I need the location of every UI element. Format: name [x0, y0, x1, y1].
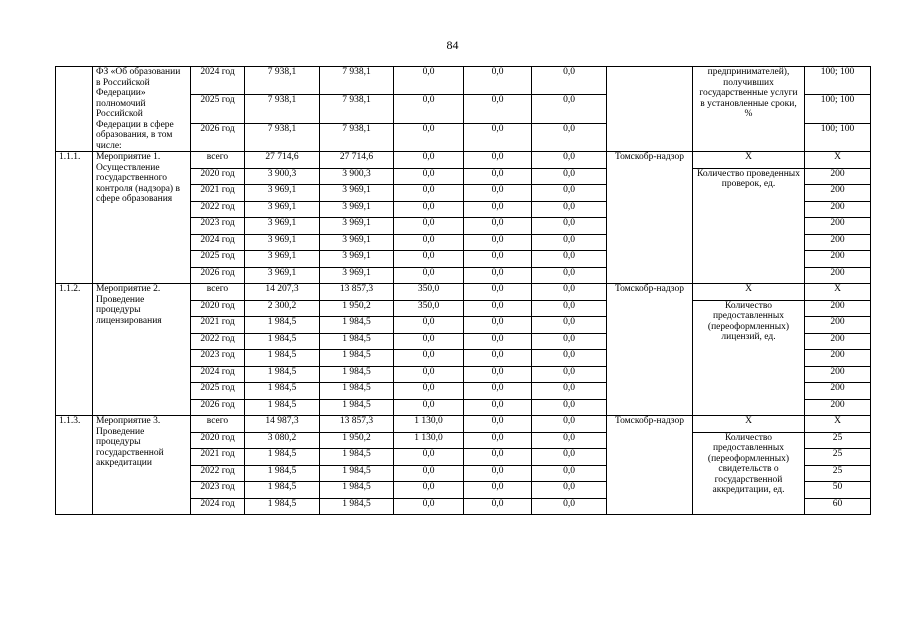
target-value-cell: X	[805, 152, 871, 169]
local-budget-cell: 0,0	[464, 95, 532, 123]
measure-code-cell: 1.1.2.	[56, 284, 93, 416]
measure-code-cell: 1.1.1.	[56, 152, 93, 284]
target-value-cell: X	[805, 284, 871, 301]
regional-budget-cell: 0,0	[394, 267, 464, 284]
total-cell: 2 300,2	[245, 300, 320, 317]
year-cell: 2024 год	[191, 498, 245, 515]
year-cell: 2023 год	[191, 350, 245, 367]
year-cell: 2023 год	[191, 482, 245, 499]
regional-budget-cell: 1 130,0	[394, 416, 464, 433]
extrabudget-cell: 0,0	[532, 399, 607, 416]
target-value-cell: 200	[805, 234, 871, 251]
federal-budget-cell: 3 969,1	[320, 267, 394, 284]
federal-budget-cell: 7 938,1	[320, 123, 394, 151]
local-budget-cell: 0,0	[464, 465, 532, 482]
year-cell: 2026 год	[191, 123, 245, 151]
target-value-cell: 200	[805, 168, 871, 185]
regional-budget-cell: 0,0	[394, 498, 464, 515]
year-cell: всего	[191, 284, 245, 301]
regional-budget-cell: 350,0	[394, 284, 464, 301]
year-cell: 2022 год	[191, 465, 245, 482]
table-row	[56, 67, 871, 95]
target-value-cell: 60	[805, 498, 871, 515]
extrabudget-cell: 0,0	[532, 251, 607, 268]
year-cell: 2020 год	[191, 432, 245, 449]
extrabudget-cell: 0,0	[532, 168, 607, 185]
extrabudget-cell: 0,0	[532, 333, 607, 350]
federal-budget-cell: 7 938,1	[320, 95, 394, 123]
extrabudget-cell: 0,0	[532, 123, 607, 151]
extrabudget-cell: 0,0	[532, 201, 607, 218]
local-budget-cell: 0,0	[464, 218, 532, 235]
federal-budget-cell: 1 950,2	[320, 432, 394, 449]
indicator-name-cell: Количество предоставленных (переоформленных) свидетельств о государственной аккредитации, ед.	[693, 432, 805, 515]
federal-budget-cell: 27 714,6	[320, 152, 394, 169]
indicator-x-cell: X	[693, 152, 805, 169]
extrabudget-cell: 0,0	[532, 449, 607, 466]
federal-budget-cell: 3 900,3	[320, 168, 394, 185]
local-budget-cell: 0,0	[464, 416, 532, 433]
program-measures-table	[55, 66, 871, 515]
executor-cell	[607, 67, 693, 152]
local-budget-cell: 0,0	[464, 449, 532, 466]
extrabudget-cell: 0,0	[532, 300, 607, 317]
extrabudget-cell: 0,0	[532, 366, 607, 383]
local-budget-cell: 0,0	[464, 399, 532, 416]
extrabudget-cell: 0,0	[532, 350, 607, 367]
extrabudget-cell: 0,0	[532, 317, 607, 334]
target-value-cell: 25	[805, 465, 871, 482]
target-value-cell: 25	[805, 449, 871, 466]
federal-budget-cell: 1 984,5	[320, 482, 394, 499]
regional-budget-cell: 0,0	[394, 218, 464, 235]
total-cell: 1 984,5	[245, 383, 320, 400]
total-cell: 3 080,2	[245, 432, 320, 449]
target-value-cell: 50	[805, 482, 871, 499]
total-cell: 14 207,3	[245, 284, 320, 301]
total-cell: 3 969,1	[245, 267, 320, 284]
total-cell: 7 938,1	[245, 95, 320, 123]
regional-budget-cell: 0,0	[394, 152, 464, 169]
total-cell: 27 714,6	[245, 152, 320, 169]
local-budget-cell: 0,0	[464, 251, 532, 268]
total-cell: 3 969,1	[245, 251, 320, 268]
target-value-cell: 200	[805, 267, 871, 284]
measure-code-cell: 1.1.3.	[56, 416, 93, 515]
regional-budget-cell: 0,0	[394, 67, 464, 95]
year-cell: 2021 год	[191, 449, 245, 466]
total-cell: 7 938,1	[245, 123, 320, 151]
target-value-cell: 200	[805, 350, 871, 367]
total-cell: 1 984,5	[245, 498, 320, 515]
federal-budget-cell: 3 969,1	[320, 201, 394, 218]
local-budget-cell: 0,0	[464, 366, 532, 383]
target-value-cell: 200	[805, 185, 871, 202]
measure-name-cell: ФЗ «Об образовании в Российской Федерации» полномочий Российской Федерации в сфере образования, в том числе:	[93, 67, 191, 152]
total-cell: 7 938,1	[245, 67, 320, 95]
year-cell: 2020 год	[191, 168, 245, 185]
federal-budget-cell: 1 984,5	[320, 498, 394, 515]
executor-cell: Томскобр-надзор	[607, 416, 693, 515]
code-cell	[56, 67, 93, 152]
local-budget-cell: 0,0	[464, 333, 532, 350]
local-budget-cell: 0,0	[464, 267, 532, 284]
year-cell: 2023 год	[191, 218, 245, 235]
year-cell: 2024 год	[191, 234, 245, 251]
extrabudget-cell: 0,0	[532, 267, 607, 284]
year-cell: 2022 год	[191, 333, 245, 350]
local-budget-cell: 0,0	[464, 234, 532, 251]
federal-budget-cell: 13 857,3	[320, 416, 394, 433]
table-row	[56, 416, 871, 433]
regional-budget-cell: 350,0	[394, 300, 464, 317]
year-cell: 2026 год	[191, 267, 245, 284]
total-cell: 3 969,1	[245, 185, 320, 202]
regional-budget-cell: 0,0	[394, 482, 464, 499]
total-cell: 1 984,5	[245, 482, 320, 499]
regional-budget-cell: 0,0	[394, 95, 464, 123]
total-cell: 1 984,5	[245, 449, 320, 466]
table-row	[56, 284, 871, 301]
extrabudget-cell: 0,0	[532, 152, 607, 169]
total-cell: 1 984,5	[245, 465, 320, 482]
target-value-cell: 100; 100	[805, 123, 871, 151]
regional-budget-cell: 0,0	[394, 201, 464, 218]
extrabudget-cell: 0,0	[532, 185, 607, 202]
indicator-name-cell: Количество проведенных проверок, ед.	[693, 168, 805, 284]
year-cell: 2025 год	[191, 251, 245, 268]
year-cell: 2021 год	[191, 317, 245, 334]
local-budget-cell: 0,0	[464, 123, 532, 151]
federal-budget-cell: 1 984,5	[320, 465, 394, 482]
target-value-cell: 25	[805, 432, 871, 449]
target-value-cell: 200	[805, 383, 871, 400]
total-cell: 1 984,5	[245, 366, 320, 383]
federal-budget-cell: 1 984,5	[320, 449, 394, 466]
federal-budget-cell: 7 938,1	[320, 67, 394, 95]
extrabudget-cell: 0,0	[532, 95, 607, 123]
total-cell: 3 969,1	[245, 201, 320, 218]
total-cell: 1 984,5	[245, 317, 320, 334]
year-cell: 2024 год	[191, 366, 245, 383]
regional-budget-cell: 0,0	[394, 383, 464, 400]
federal-budget-cell: 3 969,1	[320, 234, 394, 251]
federal-budget-cell: 1 984,5	[320, 333, 394, 350]
regional-budget-cell: 0,0	[394, 333, 464, 350]
year-cell: 2020 год	[191, 300, 245, 317]
federal-budget-cell: 1 984,5	[320, 383, 394, 400]
regional-budget-cell: 1 130,0	[394, 432, 464, 449]
year-cell: 2026 год	[191, 399, 245, 416]
table-row	[56, 152, 871, 169]
target-value-cell: 100; 100	[805, 95, 871, 123]
extrabudget-cell: 0,0	[532, 482, 607, 499]
local-budget-cell: 0,0	[464, 498, 532, 515]
measure-name-cell: Мероприятие 3. Проведение процедуры государственной аккредитации	[93, 416, 191, 515]
total-cell: 1 984,5	[245, 333, 320, 350]
target-value-cell: 200	[805, 366, 871, 383]
local-budget-cell: 0,0	[464, 168, 532, 185]
extrabudget-cell: 0,0	[532, 498, 607, 515]
local-budget-cell: 0,0	[464, 482, 532, 499]
year-cell: 2021 год	[191, 185, 245, 202]
year-cell: всего	[191, 416, 245, 433]
regional-budget-cell: 0,0	[394, 465, 464, 482]
executor-cell: Томскобр-надзор	[607, 284, 693, 416]
target-value-cell: 200	[805, 317, 871, 334]
indicator-name-cell: предпринимателей), получивших государственные услуги в установленные сроки, %	[693, 67, 805, 152]
extrabudget-cell: 0,0	[532, 465, 607, 482]
local-budget-cell: 0,0	[464, 284, 532, 301]
target-value-cell: 200	[805, 399, 871, 416]
local-budget-cell: 0,0	[464, 152, 532, 169]
year-cell: 2025 год	[191, 383, 245, 400]
regional-budget-cell: 0,0	[394, 251, 464, 268]
federal-budget-cell: 1 950,2	[320, 300, 394, 317]
extrabudget-cell: 0,0	[532, 218, 607, 235]
extrabudget-cell: 0,0	[532, 383, 607, 400]
executor-cell: Томскобр-надзор	[607, 152, 693, 284]
local-budget-cell: 0,0	[464, 432, 532, 449]
indicator-x-cell: X	[693, 416, 805, 433]
federal-budget-cell: 1 984,5	[320, 399, 394, 416]
local-budget-cell: 0,0	[464, 350, 532, 367]
target-value-cell: X	[805, 416, 871, 433]
local-budget-cell: 0,0	[464, 67, 532, 95]
target-value-cell: 200	[805, 201, 871, 218]
regional-budget-cell: 0,0	[394, 123, 464, 151]
federal-budget-cell: 3 969,1	[320, 218, 394, 235]
total-cell: 3 969,1	[245, 234, 320, 251]
regional-budget-cell: 0,0	[394, 350, 464, 367]
target-value-cell: 100; 100	[805, 67, 871, 95]
federal-budget-cell: 1 984,5	[320, 317, 394, 334]
regional-budget-cell: 0,0	[394, 317, 464, 334]
regional-budget-cell: 0,0	[394, 234, 464, 251]
year-cell: 2025 год	[191, 95, 245, 123]
indicator-x-cell: X	[693, 284, 805, 301]
total-cell: 1 984,5	[245, 399, 320, 416]
regional-budget-cell: 0,0	[394, 399, 464, 416]
local-budget-cell: 0,0	[464, 383, 532, 400]
regional-budget-cell: 0,0	[394, 449, 464, 466]
local-budget-cell: 0,0	[464, 201, 532, 218]
target-value-cell: 200	[805, 300, 871, 317]
target-value-cell: 200	[805, 218, 871, 235]
page-number: 84	[446, 38, 459, 52]
year-cell: всего	[191, 152, 245, 169]
regional-budget-cell: 0,0	[394, 185, 464, 202]
indicator-name-cell: Количество предоставленных (переоформленных) лицензий, ед.	[693, 300, 805, 416]
federal-budget-cell: 3 969,1	[320, 185, 394, 202]
total-cell: 14 987,3	[245, 416, 320, 433]
local-budget-cell: 0,0	[464, 185, 532, 202]
measure-name-cell: Мероприятие 2. Проведение процедуры лицензирования	[93, 284, 191, 416]
extrabudget-cell: 0,0	[532, 416, 607, 433]
extrabudget-cell: 0,0	[532, 432, 607, 449]
local-budget-cell: 0,0	[464, 300, 532, 317]
federal-budget-cell: 1 984,5	[320, 366, 394, 383]
federal-budget-cell: 3 969,1	[320, 251, 394, 268]
year-cell: 2024 год	[191, 67, 245, 95]
year-cell: 2022 год	[191, 201, 245, 218]
measure-name-cell: Мероприятие 1. Осуществление государственного контроля (надзора) в сфере образования	[93, 152, 191, 284]
target-value-cell: 200	[805, 251, 871, 268]
total-cell: 3 900,3	[245, 168, 320, 185]
total-cell: 3 969,1	[245, 218, 320, 235]
federal-budget-cell: 1 984,5	[320, 350, 394, 367]
extrabudget-cell: 0,0	[532, 284, 607, 301]
regional-budget-cell: 0,0	[394, 168, 464, 185]
local-budget-cell: 0,0	[464, 317, 532, 334]
federal-budget-cell: 13 857,3	[320, 284, 394, 301]
target-value-cell: 200	[805, 333, 871, 350]
extrabudget-cell: 0,0	[532, 234, 607, 251]
total-cell: 1 984,5	[245, 350, 320, 367]
regional-budget-cell: 0,0	[394, 366, 464, 383]
extrabudget-cell: 0,0	[532, 67, 607, 95]
